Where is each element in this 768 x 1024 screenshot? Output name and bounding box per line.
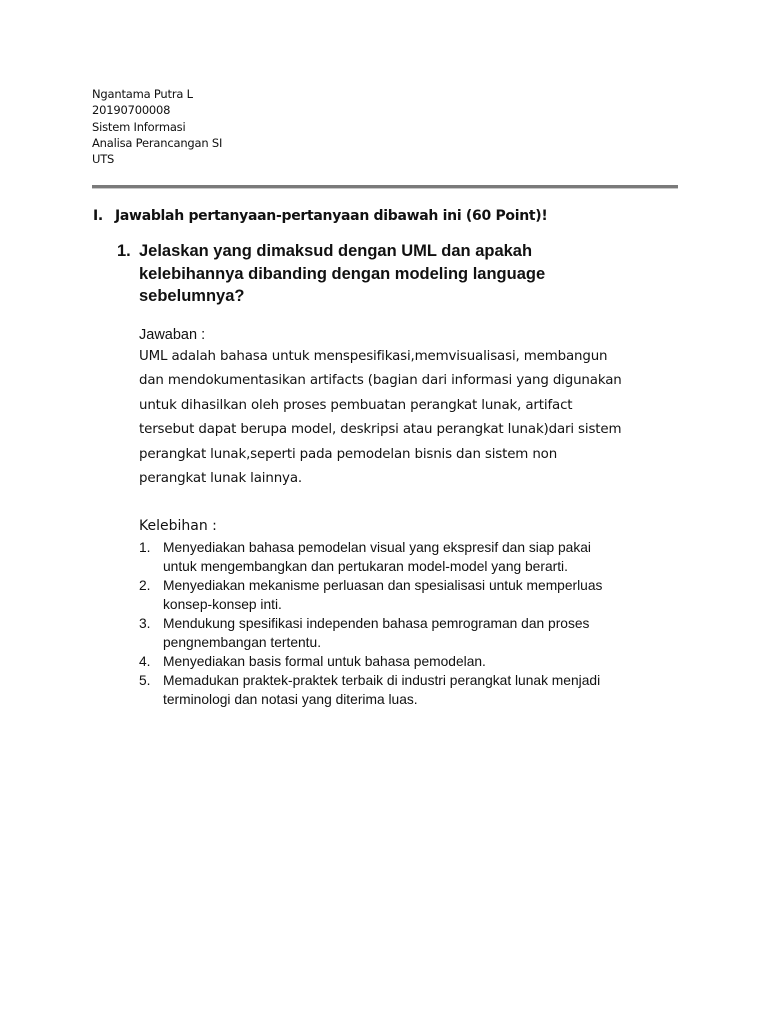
advantage-line: pengnembangan tertentu. bbox=[163, 635, 322, 650]
advantage-number: 5. bbox=[139, 673, 151, 688]
advantage-item bbox=[139, 614, 679, 652]
question-number: 1. bbox=[117, 242, 131, 260]
advantage-line: Menyediakan mekanisme perluasan dan spesialisasi untuk memperluas bbox=[163, 578, 603, 593]
advantage-item bbox=[139, 671, 679, 709]
answer-line: UML adalah bahasa untuk menspesifikasi,memvisualisasi, membangun bbox=[139, 349, 608, 364]
header-divider bbox=[92, 185, 678, 189]
advantage-line: untuk mengembangkan dan pertukaran model-model yang berarti. bbox=[163, 559, 568, 574]
advantage-line: Menyediakan basis formal untuk bahasa pemodelan. bbox=[163, 654, 486, 669]
answer-body bbox=[139, 345, 679, 491]
answer-line: tersebut dapat berupa model, deskripsi atau perangkat lunak)dari sistem bbox=[139, 422, 622, 438]
student-info-header bbox=[92, 86, 222, 167]
advantage-line: terminologi dan notasi yang diterima luas. bbox=[163, 692, 418, 707]
section-number: I. bbox=[93, 208, 103, 224]
advantage-number: 3. bbox=[139, 616, 151, 631]
answer-line: dan mendokumentasikan artifacts (bagian dari informasi yang digunakan bbox=[139, 373, 622, 389]
advantage-item bbox=[139, 652, 679, 671]
question-line: kelebihannya dibanding dengan modeling language bbox=[139, 264, 546, 283]
answer-line: perangkat lunak lainnya. bbox=[139, 471, 302, 487]
advantage-line: Menyediakan bahasa pemodelan visual yang ekspresif dan siap pakai bbox=[163, 540, 591, 555]
advantage-number: 4. bbox=[139, 654, 151, 669]
advantages-label: Kelebihan : bbox=[139, 518, 217, 534]
advantage-line: konsep-konsep inti. bbox=[163, 597, 282, 612]
advantage-item bbox=[139, 576, 679, 614]
section-heading bbox=[93, 206, 547, 226]
question-line: Jelaskan yang dimaksud dengan UML dan apakah bbox=[139, 242, 533, 260]
advantage-number: 2. bbox=[139, 578, 151, 593]
study-program: Sistem Informasi bbox=[92, 119, 186, 134]
student-id: 20190700008 bbox=[92, 103, 171, 118]
advantages-list bbox=[139, 538, 679, 709]
advantage-line: Memadukan praktek-praktek terbaik di industri perangkat lunak menjadi bbox=[163, 673, 601, 688]
answer-line: perangkat lunak,seperti pada pemodelan bisnis dan sistem non bbox=[139, 446, 558, 462]
question-1 bbox=[117, 240, 617, 308]
section-title: Jawablah pertanyaan-pertanyaan dibawah ini (60 Point)! bbox=[115, 208, 548, 224]
course-name: Analisa Perancangan SI bbox=[92, 135, 223, 150]
advantage-number: 1. bbox=[139, 540, 151, 555]
answer-line: untuk dihasilkan oleh proses pembuatan perangkat lunak, artifact bbox=[139, 397, 573, 413]
question-line: sebelumnya? bbox=[139, 287, 245, 305]
exam-type: UTS bbox=[92, 152, 115, 167]
advantage-item bbox=[139, 538, 679, 576]
student-name: Ngantama Putra L bbox=[92, 87, 193, 101]
advantage-line: Mendukung spesifikasi independen bahasa pemrograman dan proses bbox=[163, 616, 590, 631]
answer-label: Jawaban : bbox=[139, 327, 206, 343]
